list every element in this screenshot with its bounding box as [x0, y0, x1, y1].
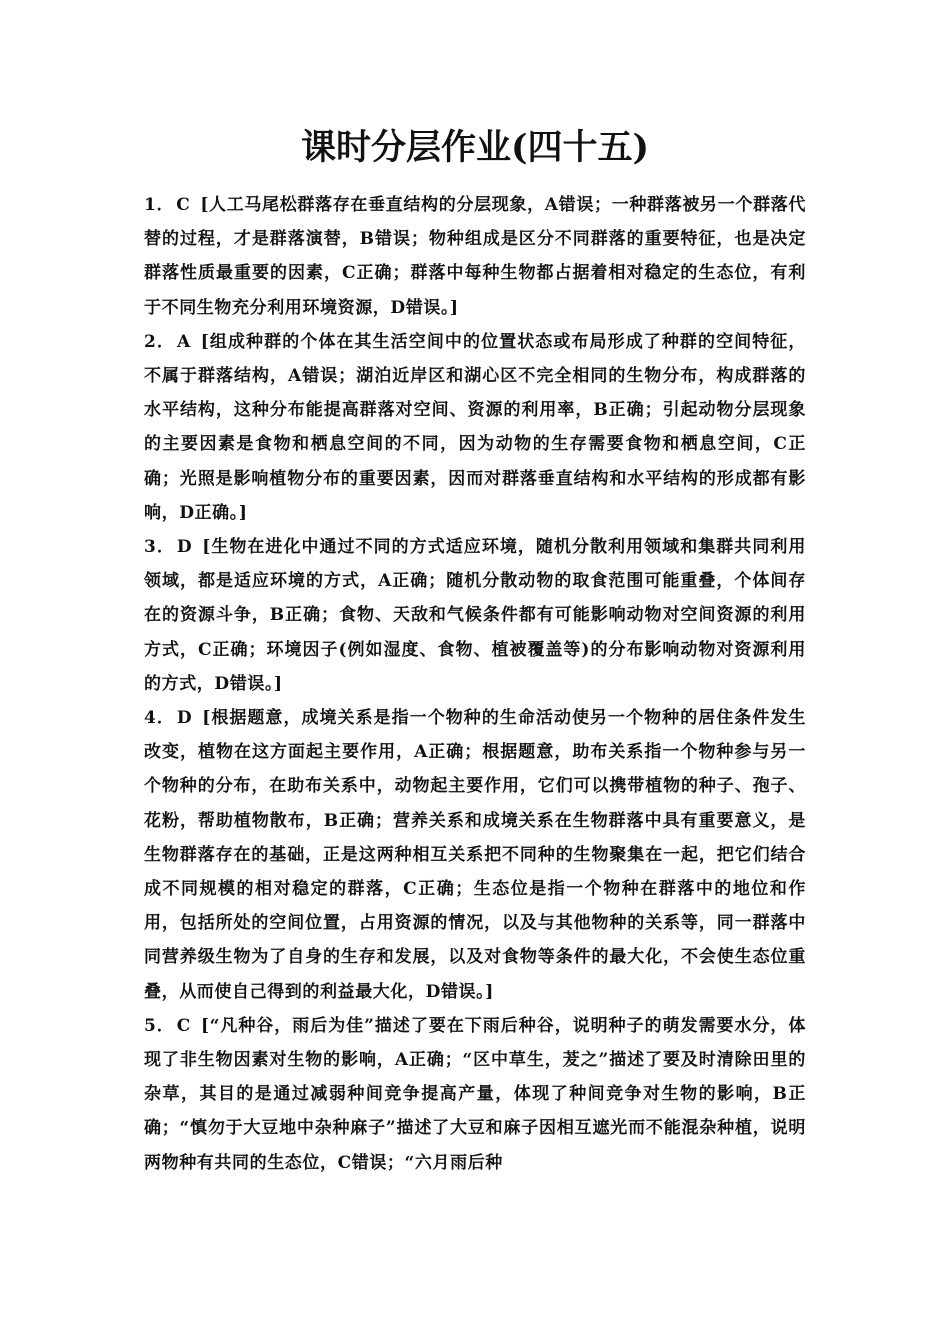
- answer-explanation: [组成种群的个体在其生活空间中的位置状态或布局形成了种群的空间特征，不属于群落结构，A错误；湖泊近岸区和湖心区不完全相同的生物分布，构成群落的水平结构，这种分布能提高群落对空间、资源的利用率，B正确；引起动物分层现象的主要因素是食物和栖息空间的不同，因为动物的生存需要食物和栖息空间，C正确；光照是影响植物分布的重要因素，因而对群落垂直结构和水平结构的形成都有影响，D正确。]: [144, 331, 806, 523]
- answer-number: 3．: [144, 537, 175, 558]
- page-title: 课时分层作业(四十五): [300, 127, 650, 168]
- answer-letter: D: [176, 708, 193, 729]
- answer-explanation: [生物在进化中通过不同的方式适应环境，随机分散利用领域和集群共同利用领域，都是适应环境的方式，A正确；随机分散动物的取食范围可能重叠，个体间存在的资源斗争，B正确；食物、天敌和气候条件都有可能影响动物对空间资源的利用方式，C正确；环境因子(例如湿度、食物、植被覆盖等)的分布影响动物对资源利用的方式，D错误。]: [144, 537, 806, 694]
- answer-letter: C: [176, 195, 191, 215]
- answer-item-2: [144, 325, 806, 530]
- answer-number: 4．: [144, 708, 175, 729]
- answer-number: 5．: [144, 1015, 175, 1036]
- answer-item-1: [144, 188, 806, 325]
- answer-explanation: [根据题意，成境关系是指一个物种的生命活动使另一个物种的居住条件发生改变，植物在这方面起主要作用，A正确；根据题意，助布关系指一个物种参与另一个物种的分布，在助布关系中，动物起主要作用，它们可以携带植物的种子、孢子、花粉，帮助植物散布，B正确；营养关系和成境关系在生物群落中具有重要意义，是生物群落存在的基础，正是这两种相互关系把不同种的生物聚集在一起，把它们结合成不同规模的相对稳定的群落，C正确；生态位是指一个物种在群落中的地位和作用，包括所处的空间位置，占用资源的情况，以及与其他物种的关系等，同一群落中同营养级生物为了自身的生存和发展，以及对食物等条件的最大化，不会使生态位重叠，从而使自己得到的利益最大化，D错误。]: [144, 708, 806, 1002]
- answer-item-5: [144, 1009, 806, 1180]
- answer-list: [144, 188, 806, 1180]
- answer-sheet: [144, 118, 806, 1180]
- answer-letter: D: [176, 537, 193, 558]
- answer-letter: C: [176, 1015, 191, 1036]
- answer-number: 2．: [144, 331, 175, 352]
- answer-item-4: [144, 701, 806, 1009]
- answer-explanation: [“凡种谷，雨后为佳”描述了要在下雨后种谷，说明种子的萌发需要水分，体现了非生物因素对生物的影响，A正确；“区中草生，茇之”描述了要及时清除田里的杂草，其目的是通过减弱种间竞争提高产量，体现了种间竞争对生物的影响，B正确；“慎勿于大豆地中杂种麻子”描述了大豆和麻子因相互遮光而不能混杂种植，说明两物种有共同的生态位，C错误；“六月雨后种: [144, 1015, 806, 1173]
- answer-item-3: [144, 530, 806, 701]
- answer-number: 1．: [144, 195, 175, 215]
- answer-explanation: [人工马尾松群落存在垂直结构的分层现象，A错误；一种群落被另一个群落代替的过程，才是群落演替，B错误；物种组成是区分不同群落的重要特征，也是决定群落性质最重要的因素，C正确；群落中每种生物都占据着相对稳定的生态位，有利于不同生物充分利用环境资源，D错误。]: [144, 195, 807, 318]
- answer-letter: A: [176, 331, 191, 352]
